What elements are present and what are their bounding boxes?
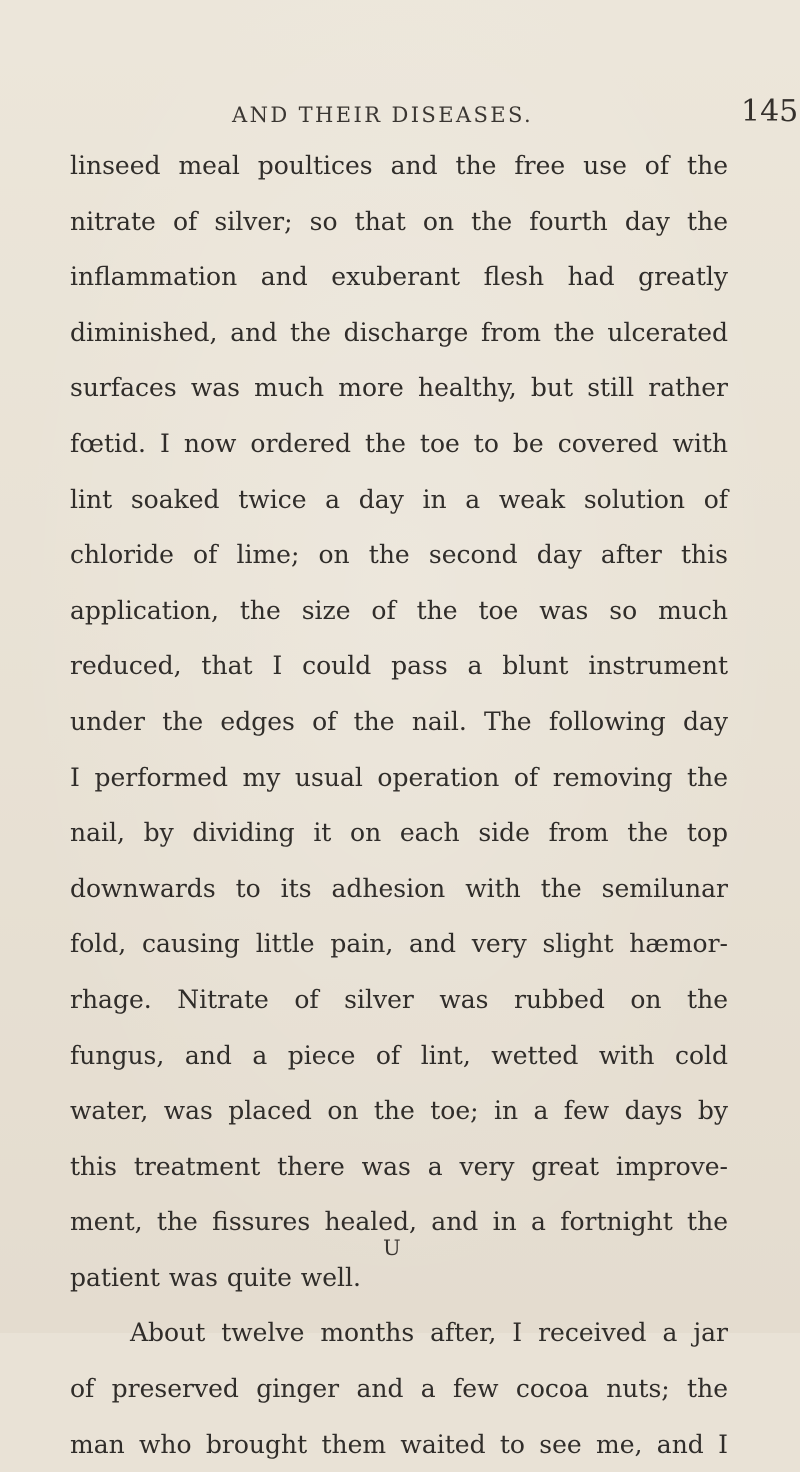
text-line-paragraph-start: About twelve months after, I received a jar bbox=[130, 1318, 728, 1348]
text-line: diminished, and the discharge from the ulcerated bbox=[70, 317, 728, 347]
text-line: of preserved ginger and a few cocoa nuts; the bbox=[70, 1374, 728, 1404]
text-line: reduced, that I could pass a blunt instrument bbox=[70, 651, 728, 681]
text-line: I performed my usual operation of removing the bbox=[70, 762, 728, 792]
text-line: chloride of lime; on the second day after this bbox=[70, 540, 728, 570]
text-line: application, the size of the toe was so much bbox=[70, 595, 728, 625]
text-line: nail, by dividing it on each side from the top bbox=[70, 818, 728, 848]
running-head: AND THEIR DISEASES. bbox=[232, 103, 534, 127]
text-line: fœtid. I now ordered the toe to be covered with bbox=[70, 428, 728, 458]
text-line: this treatment there was a very great improve- bbox=[70, 1151, 728, 1181]
text-line: water, was placed on the toe; in a few days by bbox=[70, 1096, 728, 1126]
text-line: ment, the fissures healed, and in a fortnight the bbox=[70, 1207, 728, 1237]
text-line: surfaces was much more healthy, but still rather bbox=[70, 373, 728, 403]
text-line: linseed meal poultices and the free use of the bbox=[70, 151, 728, 180]
text-line: nitrate of silver; so that on the fourth day the bbox=[70, 206, 728, 236]
text-line-paragraph-end: patient was quite well. bbox=[70, 1262, 361, 1292]
signature-mark: U bbox=[383, 1236, 401, 1260]
text-line: downwards to its adhesion with the semilunar bbox=[70, 873, 728, 903]
text-line: man who brought them waited to see me, and I bbox=[70, 1429, 728, 1459]
text-line: under the edges of the nail. The following day bbox=[70, 706, 728, 736]
text-line: fold, causing little pain, and very slight hæmor- bbox=[70, 929, 728, 959]
page-number: 145 bbox=[741, 94, 799, 129]
body-text bbox=[70, 138, 728, 1472]
text-line: fungus, and a piece of lint, wetted with cold bbox=[70, 1040, 728, 1070]
text-line: inflammation and exuberant flesh had greatly bbox=[70, 262, 728, 292]
text-line: rhage. Nitrate of silver was rubbed on the bbox=[70, 984, 728, 1014]
text-line: lint soaked twice a day in a weak solution of bbox=[70, 484, 728, 514]
